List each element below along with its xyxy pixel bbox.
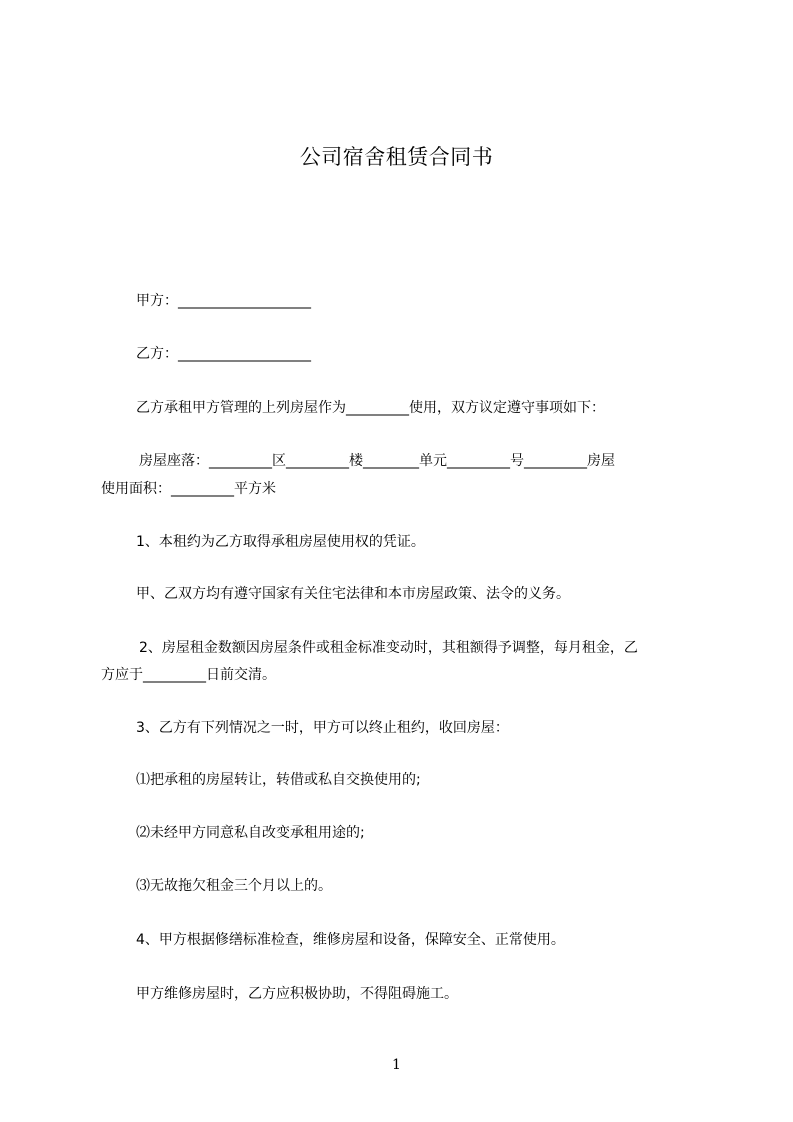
intro-paragraph: 乙方承租甲方管理的上列房屋作为_________使用，双方议定遵守事项如下： [136, 400, 605, 416]
clause-1: 1、本租约为乙方取得承租房屋使用权的凭证。 [136, 534, 425, 550]
location-line-2: 使用面积：_________平方米 [101, 481, 276, 497]
clause-2-line-1: 2、房屋租金数额因房屋条件或租金标准变动时，其租额得予调整，每月租金，乙 [139, 640, 638, 656]
clause-2-line-2: 方应于_________日前交清。 [101, 667, 276, 683]
party-b-line: 乙方：___________________ [136, 346, 311, 362]
clause-4-note: 甲方维修房屋时，乙方应积极协助，不得阻碍施工。 [136, 986, 458, 1002]
location-line-1: 房屋座落：_________区_________楼________单元_________号_________房屋 [139, 453, 615, 469]
clause-3-item-1: ⑴把承租的房屋转让，转借或私自交换使用的; [136, 772, 421, 788]
clause-3-item-2: ⑵未经甲方同意私自改变承租用途的; [136, 825, 365, 841]
page-number: 1 [392, 1057, 401, 1073]
clause-1-note: 甲、乙双方均有遵守国家有关住宅法律和本市房屋政策、法令的义务。 [136, 586, 570, 602]
clause-4: 4、甲方根据修缮标准检查，维修房屋和设备，保障安全、正常使用。 [136, 932, 565, 948]
document-title: 公司宿舍租赁合同书 [299, 145, 494, 169]
clause-3-item-3: ⑶无故拖欠租金三个月以上的。 [136, 878, 332, 894]
clause-3: 3、乙方有下列情况之一时，甲方可以终止租约，收回房屋： [136, 720, 509, 736]
party-a-line: 甲方：___________________ [136, 293, 311, 309]
